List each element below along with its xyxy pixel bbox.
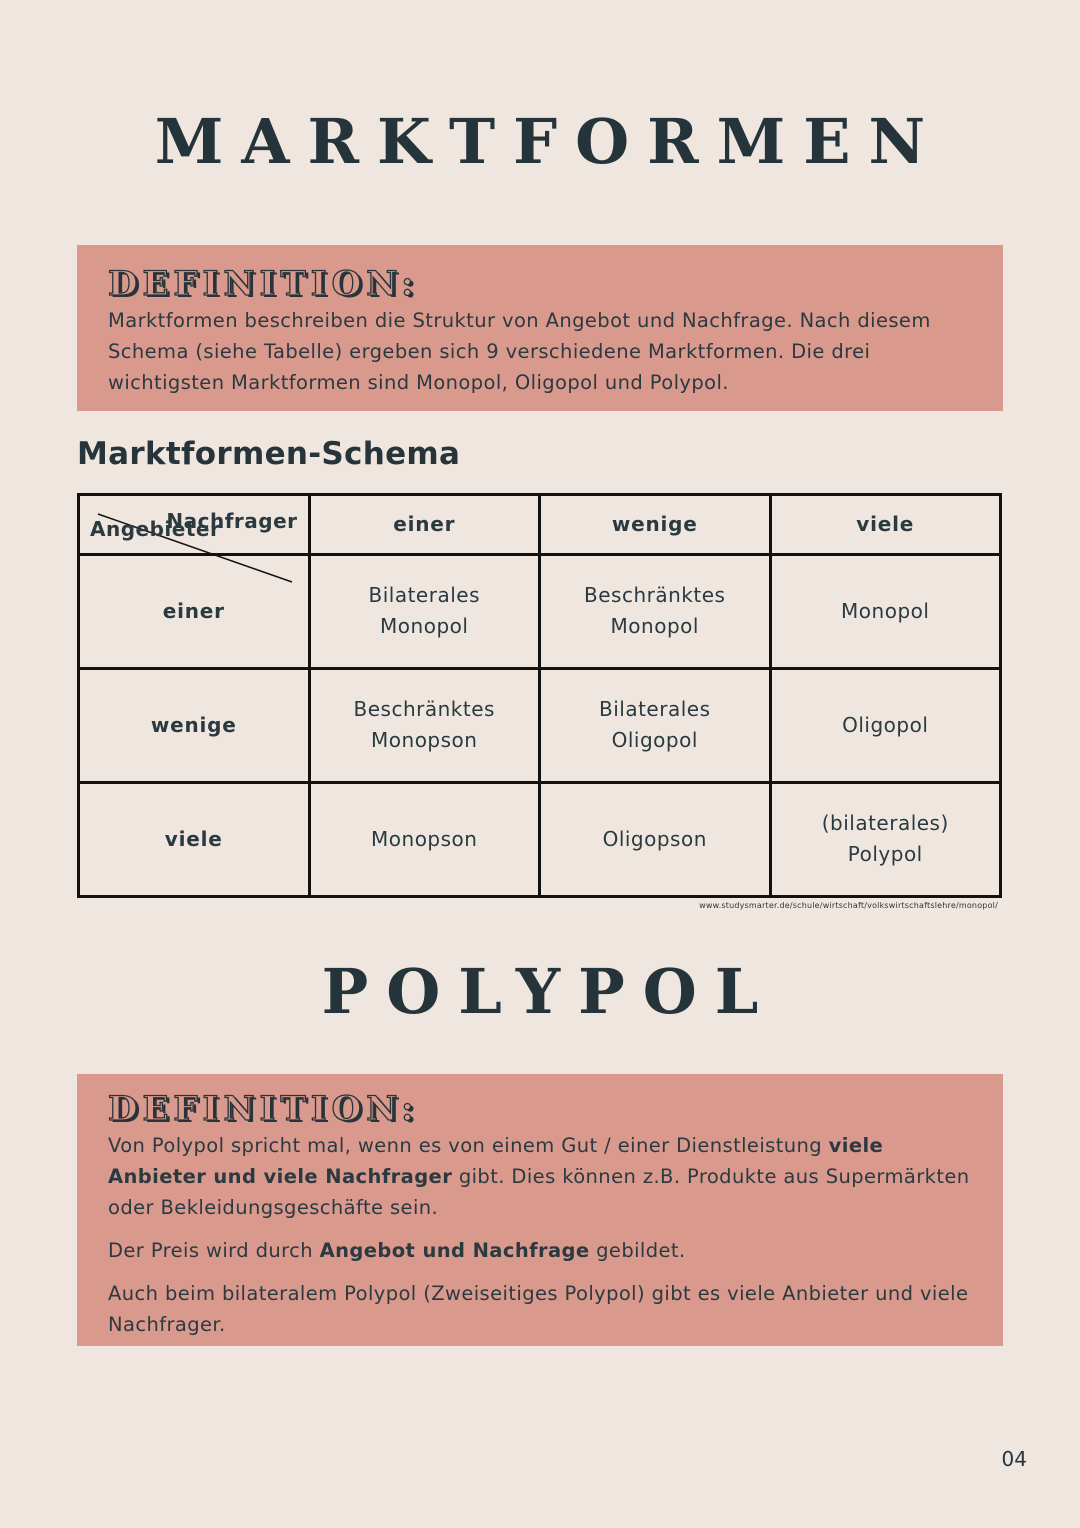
cell-line: Beschränktes [353, 697, 495, 722]
table-cell [770, 782, 1001, 896]
definition-text: Marktformen beschreiben die Struktur von Angebot und Nachfrage. Nach diesem Schema (siehe Tabelle) ergeben sich 9 verschiedene Marktformen. Die drei wichtigsten Marktformen sind Monopol, Oligopol und Polypol. [108, 309, 931, 394]
col-header: wenige [540, 495, 771, 555]
cell-line: Oligopson [602, 826, 707, 851]
cell-line: Monopson [371, 826, 478, 851]
definition-paragraph [108, 1130, 973, 1223]
source-url: www.studysmarter.de/schule/wirtschaft/volkswirtschaftslehre/monopol/ [699, 901, 998, 910]
cell-line: Oligopol [611, 728, 698, 753]
page-title: MARKTFORMEN [154, 105, 944, 178]
table-cell [309, 782, 540, 896]
row-header: viele [79, 782, 310, 896]
cell-line: Monopson [371, 728, 478, 753]
bold-text: viele Anbieter und viele Nachfrager [108, 1134, 884, 1188]
cell-line: Monopol [841, 598, 930, 623]
table-header-row [79, 495, 1001, 555]
cell-line: Beschränktes [584, 583, 726, 608]
market-forms-table [77, 493, 1002, 898]
table-cell [309, 668, 540, 782]
definition-box [77, 1074, 1003, 1346]
table-cell [309, 554, 540, 668]
col-header: viele [770, 495, 1001, 555]
table-row [79, 782, 1001, 896]
corner-label-sellers: Angebieter [90, 516, 221, 541]
cell-line: Monopol [610, 614, 699, 639]
cell-line: Bilaterales [599, 697, 711, 722]
table-cell [770, 668, 1001, 782]
schema-heading: Marktformen-Schema [77, 436, 461, 472]
table-cell [540, 554, 771, 668]
text-run: Der Preis wird durch [108, 1239, 320, 1262]
definition-paragraph: Auch beim bilateralem Polypol (Zweiseitiges Polypol) gibt es viele Anbieter und viele Nachfrager. [108, 1282, 969, 1336]
cell-line: Monopol [380, 614, 469, 639]
table-row [79, 668, 1001, 782]
definition-heading: DEFINITION: [108, 264, 419, 304]
definition-paragraph [108, 1235, 973, 1266]
cell-line: Oligopol [842, 712, 929, 737]
section-title: POLYPOL [321, 955, 777, 1028]
row-header: wenige [79, 668, 310, 782]
row-header: einer [79, 554, 310, 668]
text-run: Von Polypol spricht mal, wenn es von einem Gut / einer Dienstleistung [108, 1134, 829, 1157]
bold-text: Angebot und Nachfrage [319, 1239, 590, 1262]
table-cell [770, 554, 1001, 668]
cell-line: Polypol [847, 842, 923, 867]
corner-label-buyers: Nachfrager [166, 509, 298, 533]
table-cell [540, 782, 771, 896]
table-corner-cell [79, 495, 310, 555]
table-cell [540, 668, 771, 782]
cell-line: (bilaterales) [821, 811, 949, 836]
page-number: 04 [1001, 1447, 1027, 1471]
definition-heading: DEFINITION: [108, 1089, 419, 1129]
text-run: gebildet. [589, 1239, 686, 1262]
text-run: gibt. Dies können z.B. Produkte aus Supermärkten oder Bekleidungsgeschäfte sein. [108, 1165, 970, 1219]
definition-box [77, 245, 1003, 411]
cell-line: Bilaterales [368, 583, 480, 608]
col-header: einer [309, 495, 540, 555]
